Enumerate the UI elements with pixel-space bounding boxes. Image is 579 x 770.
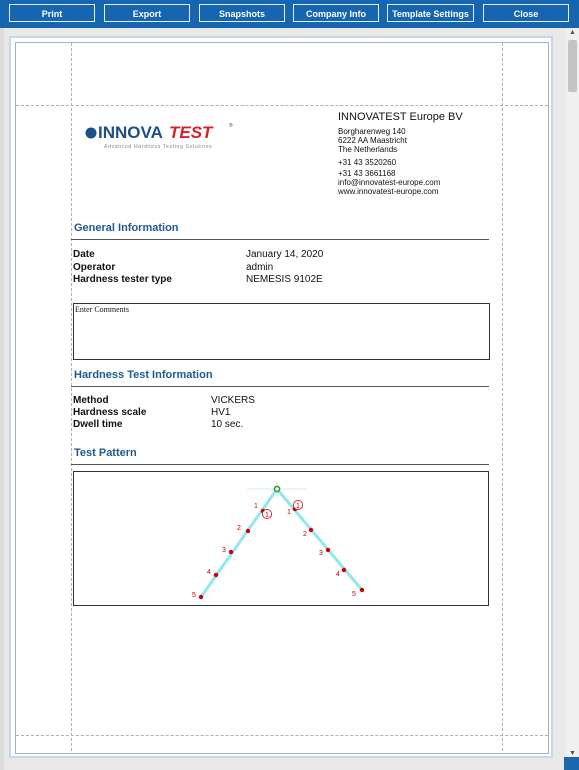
resize-corner bbox=[564, 757, 579, 770]
right-point-5 bbox=[360, 588, 364, 592]
operator-label: Operator bbox=[73, 262, 116, 273]
scroll-up-arrow-icon[interactable]: ▲ bbox=[569, 29, 576, 36]
right-point-label-5: 5 bbox=[352, 591, 356, 598]
logo-text-left: INNOVA bbox=[98, 123, 163, 142]
general-information-rule bbox=[71, 239, 489, 240]
vertical-scrollbar[interactable] bbox=[566, 28, 579, 770]
method-label: Method bbox=[73, 395, 109, 406]
comments-field[interactable]: Enter Comments bbox=[73, 303, 490, 360]
left-row-badge-label: 1 bbox=[265, 512, 269, 519]
snapshots-button[interactable]: Snapshots bbox=[199, 4, 285, 22]
left-point-label-2: 2 bbox=[237, 525, 241, 532]
date-label: Date bbox=[73, 249, 95, 260]
company-phone: +31 43 3520260 bbox=[338, 158, 397, 167]
right-point-label-3: 3 bbox=[319, 550, 323, 557]
dwell-time-label: Dwell time bbox=[73, 419, 123, 430]
margin-guide-left bbox=[71, 43, 72, 751]
right-indent-path bbox=[277, 489, 362, 590]
left-point-label-4: 4 bbox=[207, 569, 211, 576]
scroll-down-arrow-icon[interactable]: ▼ bbox=[569, 750, 576, 757]
export-button[interactable]: Export bbox=[104, 4, 190, 22]
left-point-2 bbox=[246, 529, 250, 533]
dwell-time-value: 10 sec. bbox=[211, 419, 244, 430]
right-row-badge-label: 1 bbox=[296, 503, 300, 510]
hardness-tester-type-value: NEMESIS 9102E bbox=[246, 274, 323, 285]
left-point-label-1: 1 bbox=[254, 503, 258, 510]
company-street: Borgharenweg 140 bbox=[338, 127, 406, 136]
template-settings-button[interactable]: Template Settings bbox=[387, 4, 474, 22]
margin-guide-bottom bbox=[16, 735, 548, 736]
method-value: VICKERS bbox=[211, 395, 255, 406]
hardness-test-information-rule bbox=[71, 386, 489, 387]
innovatest-logo bbox=[82, 117, 234, 153]
origin-point bbox=[274, 486, 279, 491]
test-pattern-drawing bbox=[74, 472, 488, 605]
logo-text-right: TEST bbox=[169, 123, 213, 142]
company-country: The Netherlands bbox=[338, 145, 398, 154]
hardness-test-information-title: Hardness Test Information bbox=[74, 369, 213, 381]
hardness-scale-value: HV1 bbox=[211, 407, 231, 418]
left-point-label-3: 3 bbox=[222, 547, 226, 554]
right-point-2 bbox=[309, 528, 313, 532]
margin-guide-top bbox=[16, 105, 548, 106]
print-button[interactable]: Print bbox=[9, 4, 95, 22]
left-point-3 bbox=[229, 550, 233, 554]
date-value: January 14, 2020 bbox=[246, 249, 324, 260]
right-point-4 bbox=[342, 568, 346, 572]
right-point-label-1: 1 bbox=[287, 509, 291, 516]
right-point-3 bbox=[326, 548, 330, 552]
test-pattern-title: Test Pattern bbox=[74, 447, 137, 459]
left-point-label-5: 5 bbox=[192, 592, 196, 599]
left-indent-path bbox=[201, 489, 277, 597]
general-information-title: General Information bbox=[74, 222, 179, 234]
company-info-button[interactable]: Company Info bbox=[293, 4, 379, 22]
logo-registered-mark: ® bbox=[229, 123, 233, 129]
left-point-5 bbox=[199, 595, 203, 599]
left-point-4 bbox=[214, 573, 218, 577]
logo-tagline: Advanced Hardness Testing Solutions bbox=[104, 144, 213, 150]
company-email: info@innovatest-europe.com bbox=[338, 178, 441, 187]
hardness-tester-type-label: Hardness tester type bbox=[73, 274, 172, 285]
logo-dot-icon bbox=[86, 128, 97, 139]
right-point-label-2: 2 bbox=[303, 531, 307, 538]
operator-value: admin bbox=[246, 262, 274, 273]
right-point-label-4: 4 bbox=[336, 571, 340, 578]
viewer-left-edge bbox=[0, 28, 4, 770]
hardness-scale-label: Hardness scale bbox=[73, 407, 147, 418]
company-address-block bbox=[338, 110, 508, 196]
toolbar bbox=[0, 0, 579, 28]
test-pattern-rule bbox=[71, 464, 489, 465]
company-city: 6222 AA Maastricht bbox=[338, 136, 407, 145]
scrollbar-thumb[interactable] bbox=[568, 40, 577, 92]
test-pattern-panel bbox=[73, 471, 489, 606]
company-fax: +31 43 3661168 bbox=[338, 169, 396, 178]
close-button[interactable]: Close bbox=[483, 4, 569, 22]
company-website: www.innovatest-europe.com bbox=[338, 187, 439, 196]
company-name: INNOVATEST Europe BV bbox=[338, 111, 463, 123]
